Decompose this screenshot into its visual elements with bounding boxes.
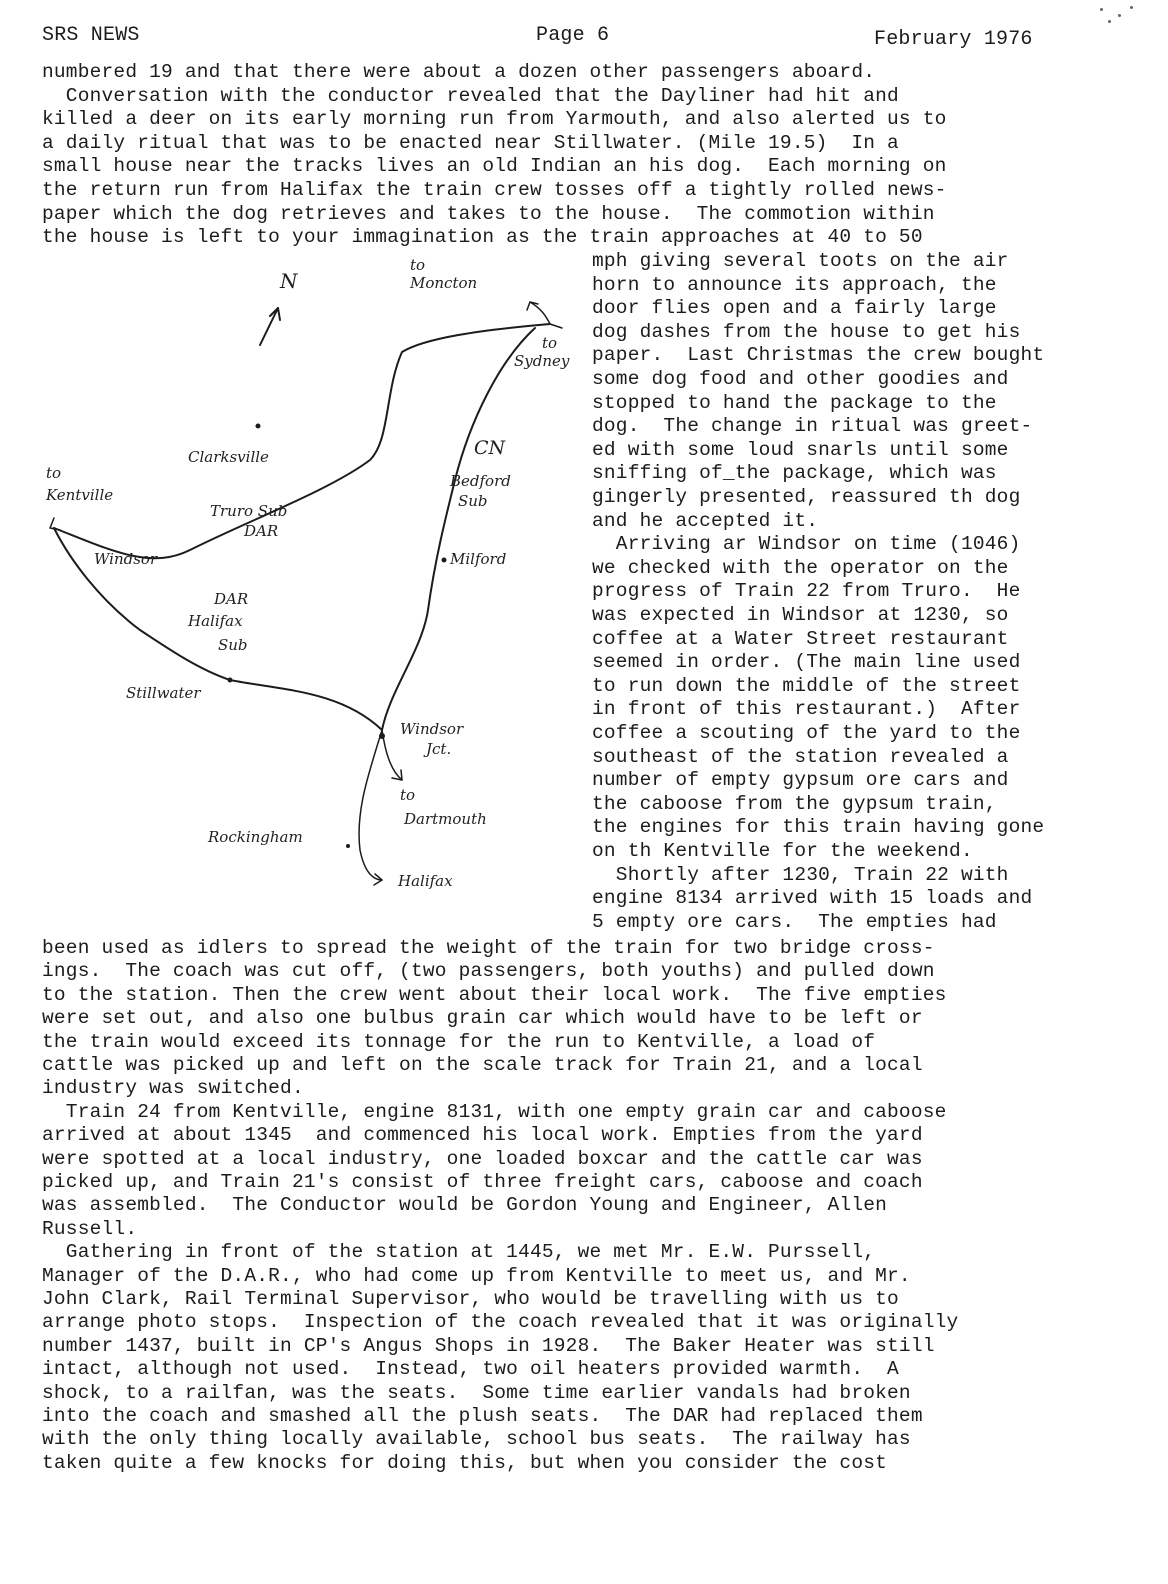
article-bottom-line: Russell. xyxy=(42,1217,138,1240)
article-right-line: some dog food and other goodies and xyxy=(592,368,1009,390)
article-right-line: engine 8134 arrived with 15 loads and xyxy=(592,887,1033,910)
halifax-sub-label-1: DAR xyxy=(214,590,249,608)
stillwater-label: Stillwater xyxy=(126,684,201,702)
windsor-jct-dot xyxy=(379,733,385,739)
article-right-line: sniffing of_the package, which was xyxy=(592,462,997,485)
milford-dot xyxy=(442,558,447,563)
article-right-line: southeast of the station revealed a xyxy=(592,745,1009,768)
stillwater-dot xyxy=(228,678,233,683)
article-right-line: door flies open and a fairly large xyxy=(592,297,997,320)
article-bottom-line: to the station. Then the crew went about their local work. The five empties xyxy=(42,983,947,1006)
article-right-line: on th Kentville for the weekend. xyxy=(592,840,973,862)
article-bottom-line: were spotted at a local industry, one loaded boxcar and the cattle car was xyxy=(42,1147,923,1170)
article-bottom-line: with the only thing locally available, school bus seats. The railway has xyxy=(42,1428,911,1451)
to-dartmouth-label-1: to xyxy=(400,786,416,804)
article-right-line: horn to announce its approach, the xyxy=(592,273,997,296)
halifax-label: Halifax xyxy=(398,872,453,890)
article-right-line: the caboose from the gypsum train, xyxy=(592,792,997,815)
article-right-line: 5 empty ore cars. The empties had xyxy=(592,910,997,933)
rockingham-dot xyxy=(346,844,350,848)
article-bottom-line: into the coach and smashed all the plush seats. The DAR had replaced them xyxy=(42,1405,923,1427)
article-right-line: to run down the middle of the street xyxy=(592,674,1021,697)
article-right-line: the engines for this train having gone xyxy=(592,816,1045,839)
article-bottom-line: Gathering in front of the station at 1445, we met Mr. E.W. Purssell, xyxy=(42,1241,876,1264)
article-top-line: Conversation with the conductor revealed that the Dayliner had hit and xyxy=(42,84,899,107)
article-bottom-line: John Clark, Rail Terminal Supervisor, who would be travelling with us to xyxy=(42,1288,899,1310)
to-halifax-line xyxy=(359,730,382,880)
article-right-line: mph giving several toots on the air xyxy=(592,250,1009,272)
windsor-label: Windsor xyxy=(94,550,158,568)
article-right-line: was expected in Windsor at 1230, so xyxy=(592,604,1009,626)
windsor-jct-label-2: Jct. xyxy=(426,740,452,758)
article-right-line: and he accepted it. xyxy=(592,509,819,532)
article-top-line: the house is left to your immagination as the train approaches at 40 to 50 xyxy=(42,226,923,249)
article-right-line: we checked with the operator on the xyxy=(592,556,1009,579)
clarksville-dot xyxy=(256,424,261,429)
article-top-line: small house near the tracks lives an old Indian an his dog. Each morning on xyxy=(42,155,947,178)
scan-speck xyxy=(1130,6,1133,9)
article-bottom-line: shock, to a railfan, was the seats. Some time earlier vandals had broken xyxy=(42,1381,911,1404)
article-bottom-line: intact, although not used. Instead, two oil heaters provided warmth. A xyxy=(42,1358,899,1381)
to-dartmouth-label-2: Dartmouth xyxy=(404,810,487,828)
article-right-line: in front of this restaurant.) After xyxy=(592,698,1021,721)
scan-speck xyxy=(1118,14,1121,17)
article-top-line: paper which the dog retrieves and takes to the house. The commotion within xyxy=(42,202,935,225)
article-right-line: gingerly presented, reassured th dog xyxy=(592,486,1021,508)
article-top-line: the return run from Halifax the train crew tosses off a tightly rolled news- xyxy=(42,179,947,201)
to-kentville-label-2: Kentville xyxy=(46,486,114,504)
article-bottom-line: was assembled. The Conductor would be Gordon Young and Engineer, Allen xyxy=(42,1194,888,1217)
windsor-jct-label-1: Windsor xyxy=(400,720,464,738)
railway-route-map xyxy=(30,250,590,910)
to-moncton-label-2: Moncton xyxy=(410,274,478,292)
article-right-line: coffee a scouting of the yard to the xyxy=(592,722,1021,744)
bedford-sub-label-1: Bedford xyxy=(450,472,511,490)
article-right-line: seemed in order. (The main line used xyxy=(592,651,1021,674)
article-bottom-line: ings. The coach was cut off, (two passengers, both youths) and pulled down xyxy=(42,960,935,983)
scan-speck xyxy=(1100,8,1103,11)
article-bottom-line: taken quite a few knocks for doing this, but when you consider the cost xyxy=(42,1451,888,1474)
article-right-line: dog dashes from the house to get his xyxy=(592,320,1021,343)
to-moncton-label-1: to xyxy=(410,256,426,274)
cn-label: CN xyxy=(474,437,506,459)
article-right-line: dog. The change in ritual was greet- xyxy=(592,415,1033,438)
north-label: N xyxy=(280,269,298,293)
article-bottom-line: picked up, and Train 21's consist of three freight cars, caboose and coach xyxy=(42,1171,923,1193)
to-kentville-label-1: to xyxy=(46,464,62,482)
article-right-line: Arriving ar Windsor on time (1046) xyxy=(592,533,1021,556)
article-top-line: numbered 19 and that there were about a dozen other passengers aboard. xyxy=(42,61,876,83)
publication-name: SRS NEWS xyxy=(42,24,140,47)
article-right-line: number of empty gypsum ore cars and xyxy=(592,769,1009,792)
article-bottom-line: were set out, and also one bulbus grain car which would have to be left or xyxy=(42,1007,923,1030)
article-bottom-line: Manager of the D.A.R., who had come up from Kentville to meet us, and Mr. xyxy=(42,1264,911,1287)
page-number: Page 6 xyxy=(536,24,610,47)
halifax-sub-label-2: Halifax xyxy=(188,612,243,630)
halifax-sub-label-3: Sub xyxy=(218,636,248,654)
clarksville-label: Clarksville xyxy=(188,448,269,466)
article-right-line: paper. Last Christmas the crew bought xyxy=(592,344,1045,367)
article-bottom-line: the train would exceed its tonnage for the run to Kentville, a load of xyxy=(42,1030,876,1053)
article-top-line: a daily ritual that was to be enacted near Stillwater. (Mile 19.5) In a xyxy=(42,131,899,154)
bedford-sub-line xyxy=(382,328,535,730)
truro-sub-label-2: DAR xyxy=(244,522,279,540)
article-right-line: stopped to hand the package to the xyxy=(592,391,997,414)
article-right-line: ed with some loud snarls until some xyxy=(592,438,1009,461)
milford-label: Milford xyxy=(450,550,507,568)
article-right-line: progress of Train 22 from Truro. He xyxy=(592,580,1021,603)
to-moncton-arrow-icon xyxy=(530,302,550,324)
article-bottom-line: arrange photo stops. Inspection of the coach revealed that it was originally xyxy=(42,1311,959,1334)
to-dartmouth-line xyxy=(382,730,402,780)
truro-sub-label-1: Truro Sub xyxy=(210,502,288,520)
article-bottom-line: been used as idlers to spread the weight of the train for two bridge cross- xyxy=(42,937,935,959)
article-bottom-line: cattle was picked up and left on the scale track for Train 21, and a local xyxy=(42,1054,923,1076)
north-arrow-icon xyxy=(260,308,280,345)
article-right-line: coffee at a Water Street restaurant xyxy=(592,627,1009,650)
article-right-line: Shortly after 1230, Train 22 with xyxy=(592,863,1009,886)
issue-date: February 1976 xyxy=(874,28,1033,51)
article-bottom-line: industry was switched. xyxy=(42,1077,304,1100)
to-sydney-label-2: Sydney xyxy=(514,352,570,370)
bedford-sub-label-2: Sub xyxy=(458,492,488,510)
rockingham-label: Rockingham xyxy=(208,828,303,846)
article-bottom-line: number 1437, built in CP's Angus Shops in 1928. The Baker Heater was still xyxy=(42,1334,935,1357)
article-top-line: killed a deer on its early morning run from Yarmouth, and also alerted us to xyxy=(42,108,947,131)
to-sydney-label-1: to xyxy=(542,334,558,352)
scan-speck xyxy=(1108,20,1111,23)
article-bottom-line: Train 24 from Kentville, engine 8131, with one empty grain car and caboose xyxy=(42,1100,947,1123)
article-bottom-line: arrived at about 1345 and commenced his local work. Empties from the yard xyxy=(42,1124,923,1147)
